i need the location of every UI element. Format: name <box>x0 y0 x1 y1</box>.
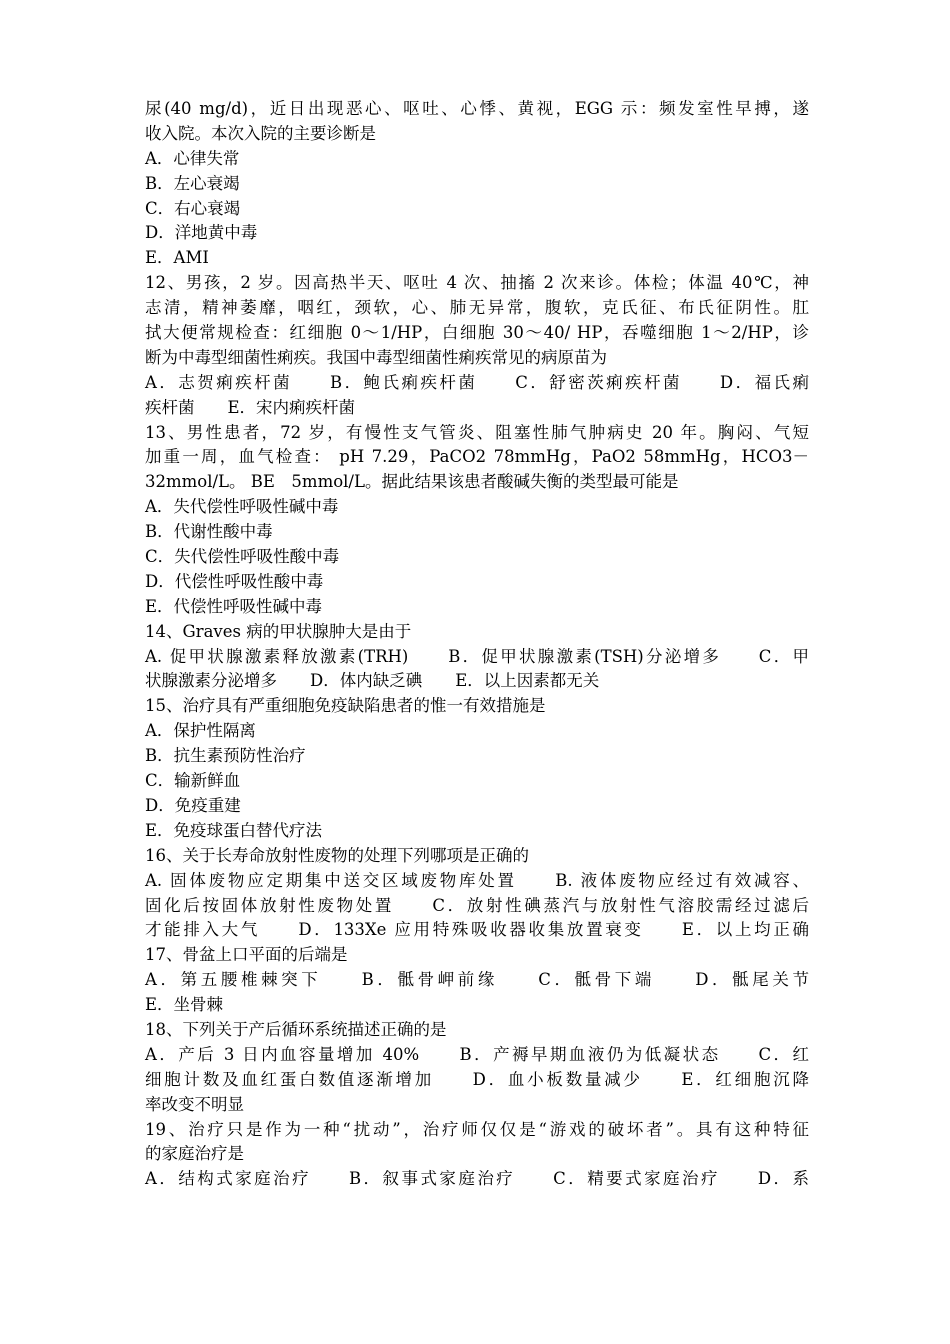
text-line: E．免疫球蛋白替代疗法 <box>145 820 323 840</box>
text-line: D．免疫重建 <box>145 795 241 815</box>
text-line: B．代谢性酸中毒 <box>145 522 273 542</box>
text-line: 16、关于长寿命放射性废物的处理下列哪项是正确的 <box>145 845 529 865</box>
text-line: 疾杆菌 E．宋内痢疾杆菌 <box>145 397 356 417</box>
text-line: 志清，精神萎靡，咽红，颈软，心、肺无异常，腹软，克氏征、布氏征阴性。肛 <box>145 298 809 318</box>
text-line: 拭大便常规检查：红细胞 0～1/HP，白细胞 30～40/ HP，吞噬细胞 1～2/HP，诊 <box>145 323 809 343</box>
text-line: E．代偿性呼吸性碱中毒 <box>145 596 323 616</box>
text-line: 固化后按固体放射性废物处置 C．放射性碘蒸汽与放射性气溶胶需经过滤后 <box>145 895 809 915</box>
text-line: 状腺激素分泌增多 D．体内缺乏碘 E．以上因素都无关 <box>145 671 600 691</box>
text-line: 的家庭治疗是 <box>145 1144 244 1164</box>
text-line: 19、治疗只是作为一种“扰动”，治疗师仅仅是“游戏的破坏者”。具有这种特征 <box>145 1119 809 1139</box>
text-line: B．左心衰竭 <box>145 173 240 193</box>
text-line: 32mmol/L。 BE 5mmol/L。据此结果该患者酸碱失衡的类型最可能是 <box>145 472 679 492</box>
text-line: 13、男性患者，72 岁，有慢性支气管炎、阻塞性肺气肿病史 20 年。胸闷、气短 <box>145 422 809 442</box>
text-line: 18、下列关于产后循环系统描述正确的是 <box>145 1019 447 1039</box>
text-line: 断为中毒型细菌性痢疾。我国中毒型细菌性痢疾常见的病原苗为 <box>145 347 607 367</box>
text-line: A．失代偿性呼吸性碱中毒 <box>145 497 339 517</box>
text-line: 14、Graves 病的甲状腺肿大是由于 <box>145 621 412 641</box>
text-line: E．AMI <box>145 248 209 268</box>
text-line: E．坐骨棘 <box>145 995 224 1015</box>
text-line: 加重一周，血气检查： pH 7.29，PaCO2 78mmHg，PaO2 58mmHg，HCO3－ <box>145 447 809 467</box>
text-line: A．结构式家庭治疗 B．叙事式家庭治疗 C．精要式家庭治疗 D．系 <box>145 1169 809 1189</box>
text-line: A. 促甲状腺激素释放激素(TRH) B．促甲状腺激素(TSH)分泌增多 C．甲 <box>145 646 809 666</box>
text-line: A. 固体废物应定期集中送交区域废物库处置 B. 液体废物应经过有效减容、 <box>145 870 809 890</box>
text-line: A．心律失常 <box>145 148 240 168</box>
text-line: D．代偿性呼吸性酸中毒 <box>145 571 324 591</box>
text-line: D．洋地黄中毒 <box>145 223 258 243</box>
text-line: A．保护性隔离 <box>145 721 256 741</box>
text-line: 细胞计数及血红蛋白数值逐渐增加 D．血小板数量减少 E．红细胞沉降 <box>145 1069 809 1089</box>
text-line: A．第五腰椎棘突下 B．骶骨岬前缘 C．骶骨下端 D．骶尾关节 <box>145 970 809 990</box>
text-line: 17、骨盆上口平面的后端是 <box>145 945 348 965</box>
text-line: C．失代偿性呼吸性酸中毒 <box>145 547 340 567</box>
text-line: C．右心衰竭 <box>145 198 241 218</box>
text-line: A．产后 3 日内血容量增加 40% B．产褥早期血液仍为低凝状态 C．红 <box>145 1044 809 1064</box>
text-line: 才能排入大气 D．133Xe 应用特殊吸收器收集放置衰变 E．以上均正确 <box>145 920 809 940</box>
text-line: 收入院。本次入院的主要诊断是 <box>145 123 376 143</box>
text-line: 率改变不明显 <box>145 1094 244 1114</box>
text-line: B．抗生素预防性治疗 <box>145 746 306 766</box>
text-line: C．输新鲜血 <box>145 771 241 791</box>
text-line: A．志贺痢疾杆菌 B．鲍氏痢疾杆菌 C．舒密茨痢疾杆菌 D．福氏痢 <box>145 372 809 392</box>
text-line: 15、治疗具有严重细胞免疫缺陷患者的惟一有效措施是 <box>145 696 546 716</box>
document-text <box>145 97 809 1192</box>
text-line: 12、男孩，2 岁。因高热半天、呕吐 4 次、抽搐 2 次来诊。体检；体温 40℃，神 <box>145 273 809 293</box>
text-line: 尿(40 mg/d)，近日出现恶心、呕吐、心悸、黄视，EGG 示：频发室性早搏，遂 <box>145 99 809 118</box>
